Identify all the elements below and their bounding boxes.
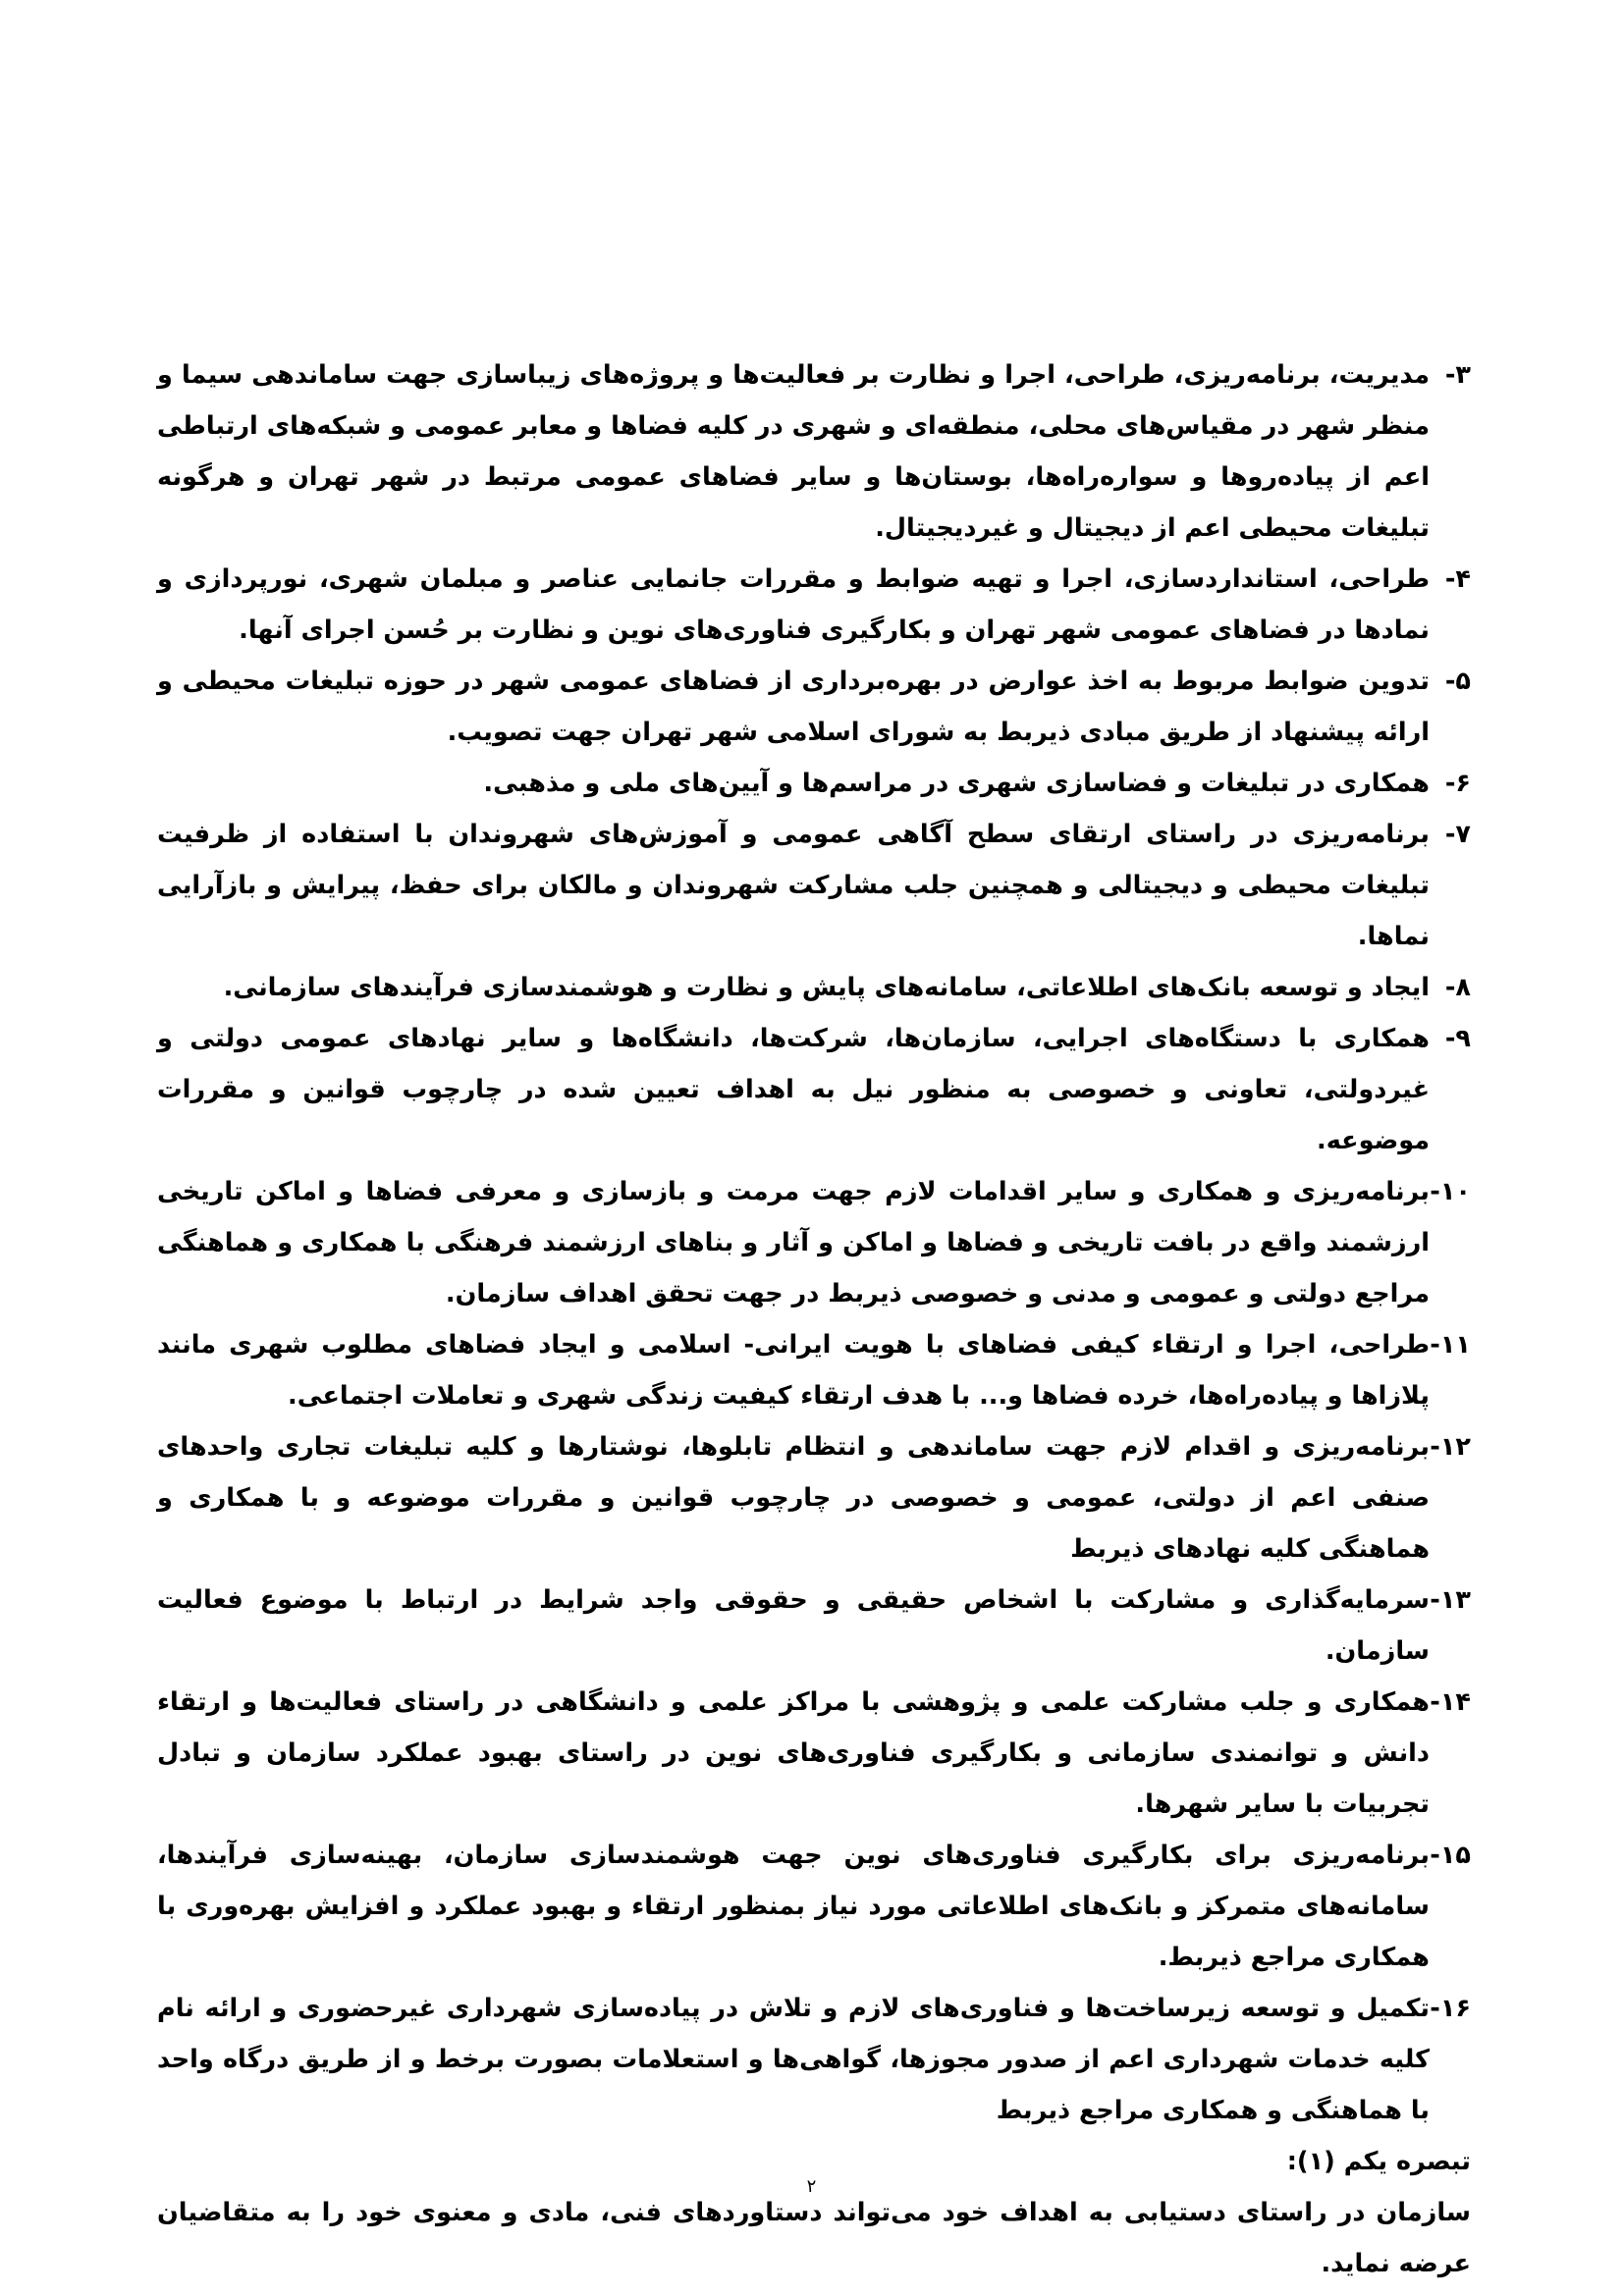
item-text: برنامه‌ریزی برای بکارگیری فناوری‌های نوین جهت هوشمندسازی سازمان، بهینه‌سازی فرآیندها، سامانه‌های متمرکز و بانک‌های اطلاعاتی مورد نیاز بمنظور ارتقاء و بهبود عملکرد و افزایش بهره‌وری با همکاری مراجع ذیربط.: [157, 1841, 1430, 1972]
item-text: تکمیل و توسعه زیرساخت‌ها و فناوری‌های لازم و تلاش در پیاده‌سازی شهرداری غیرحضوری و ارائه نام کلیه خدمات شهرداری اعم از صدور مجوزها، گواهی‌ها و استعلامات بصورت برخط و از طریق درگاه واحد با هماهنگی و همکاری مراجع ذیربط: [157, 1994, 1430, 2125]
item-number: ۱۲-: [1430, 1432, 1471, 1462]
list-item-4: [157, 554, 1471, 656]
item-number: ۳-: [1444, 360, 1471, 390]
item-number: ۴-: [1444, 564, 1471, 594]
list-item-11: [157, 1319, 1471, 1421]
list-item-8: [157, 962, 1471, 1013]
item-number: ۱۴-: [1430, 1687, 1471, 1717]
item-number: ۸-: [1444, 973, 1471, 1002]
item-text: همکاری در تبلیغات و فضاسازی شهری در مراسم‌ها و آیین‌های ملی و مذهبی.: [483, 769, 1430, 798]
list-item-13: [157, 1575, 1471, 1677]
item-number: ۱۳-: [1430, 1585, 1471, 1615]
list-item-6: [157, 758, 1471, 809]
item-text: مدیریت، برنامه‌ریزی، طراحی، اجرا و نظارت بر فعالیت‌ها و پروژه‌های زیباسازی جهت ساماندهی سیما و منظر شهر در مقیاس‌های محلی، منطقه‌ای و شهری در کلیه فضاها و معابر عمومی و شبکه‌های ارتباطی اعم از پیاده‌روها و سواره‌راه‌ها، بوستان‌ها و سایر فضاهای عمومی مرتبط در شهر تهران و هرگونه تبلیغات محیطی اعم از دیجیتال و غیردیجیتال.: [157, 360, 1430, 543]
item-text: طراحی، استانداردسازی، اجرا و تهیه ضوابط و مقررات جانمایی عناصر و مبلمان شهری، نورپردازی و نمادها در فضاهای عمومی شهر تهران و بکارگیری فناوری‌های نوین و نظارت بر حُسن اجرای آنها.: [157, 564, 1430, 645]
list-item-15: [157, 1830, 1471, 1983]
item-text: برنامه‌ریزی و اقدام لازم جهت ساماندهی و انتظام تابلوها، نوشتارها و کلیه تبلیغات تجاری واحدهای صنفی اعم از دولتی، عمومی و خصوصی در چارچوب قوانین و مقررات موضوعه و با همکاری و هماهنگی کلیه نهادهای ذیربط: [157, 1432, 1430, 1564]
list-item-10: [157, 1166, 1471, 1319]
list-item-5: [157, 656, 1471, 758]
item-text: طراحی، اجرا و ارتقاء کیفی فضاهای با هویت ایرانی- اسلامی و ایجاد فضاهای مطلوب شهری مانند پلازاها و پیاده‌راه‌ها، خرده فضاها و... با هدف ارتقاء کیفیت زندگی شهری و تعاملات اجتماعی.: [157, 1330, 1430, 1411]
item-text: همکاری و جلب مشارکت علمی و پژوهشی با مراکز علمی و دانشگاهی در راستای فعالیت‌ها و ارتقاء دانش و توانمندی سازمانی و بکارگیری فناوری‌های نوین در راستای بهبود عملکرد سازمان و تبادل تجربیات با سایر شهرها.: [157, 1687, 1430, 1819]
page-number: ۲: [806, 2176, 817, 2197]
list-item-14: [157, 1677, 1471, 1830]
item-number: ۱۱-: [1430, 1330, 1471, 1360]
note-title: تبصره یکم (۱):: [1286, 2147, 1471, 2176]
item-text: ایجاد و توسعه بانک‌های اطلاعاتی، سامانه‌های پایش و نظارت و هوشمندسازی فرآیندهای سازمانی.: [223, 973, 1430, 1002]
list-item-7: [157, 809, 1471, 962]
item-number: ۱۵-: [1430, 1841, 1471, 1870]
item-text: برنامه‌ریزی و همکاری و سایر اقدامات لازم جهت مرمت و بازسازی و معرفی فضاها و اماکن تاریخی ارزشمند واقع در بافت تاریخی و فضاها و اماکن و آثار و بناهای ارزشمند فرهنگی با همکاری و هماهنگی مراجع دولتی و عمومی و مدنی و خصوصی ذیربط در جهت تحقق اهداف سازمان.: [157, 1177, 1430, 1308]
item-text: سرمایه‌گذاری و مشارکت با اشخاص حقیقی و حقوقی واجد شرایط در ارتباط با موضوع فعالیت سازمان.: [157, 1585, 1430, 1666]
item-number: ۶-: [1444, 769, 1471, 798]
item-number: ۵-: [1444, 667, 1471, 696]
item-number: ۷-: [1444, 820, 1471, 849]
item-number: ۱۰-: [1430, 1177, 1471, 1206]
item-text: برنامه‌ریزی در راستای ارتقای سطح آگاهی عمومی و آموزش‌های شهروندان با استفاده از ظرفیت تبلیغات محیطی و دیجیتالی و همچنین جلب مشارکت شهروندان و مالکان برای حفظ، پیرایش و بازآرایی نماها.: [157, 820, 1430, 951]
list-item-16: [157, 1983, 1471, 2136]
list-item-9: [157, 1013, 1471, 1166]
list-item-3: [157, 349, 1471, 554]
item-number: ۹-: [1444, 1024, 1471, 1053]
list-item-12: [157, 1421, 1471, 1575]
item-text: همکاری با دستگاه‌های اجرایی، سازمان‌ها، شرکت‌ها، دانشگاه‌ها و سایر نهادهای عمومی دولتی و غیردولتی، تعاونی و خصوصی به منظور نیل به اهداف تعیین شده در چارچوب قوانین و مقررات موضوعه.: [157, 1024, 1430, 1155]
document-body: [157, 349, 1471, 2289]
note-body: سازمان در راستای دستیابی به اهداف خود می‌تواند دستاوردهای فنی، مادی و معنوی خود را به متقاضیان عرضه نماید.: [157, 2198, 1471, 2278]
item-number: ۱۶-: [1430, 1994, 1471, 2023]
item-text: تدوین ضوابط مربوط به اخذ عوارض در بهره‌برداری از فضاهای عمومی شهر در حوزه تبلیغات محیطی و ارائه پیشنهاد از طریق مبادی ذیربط به شورای اسلامی شهر تهران جهت تصویب.: [157, 667, 1430, 747]
